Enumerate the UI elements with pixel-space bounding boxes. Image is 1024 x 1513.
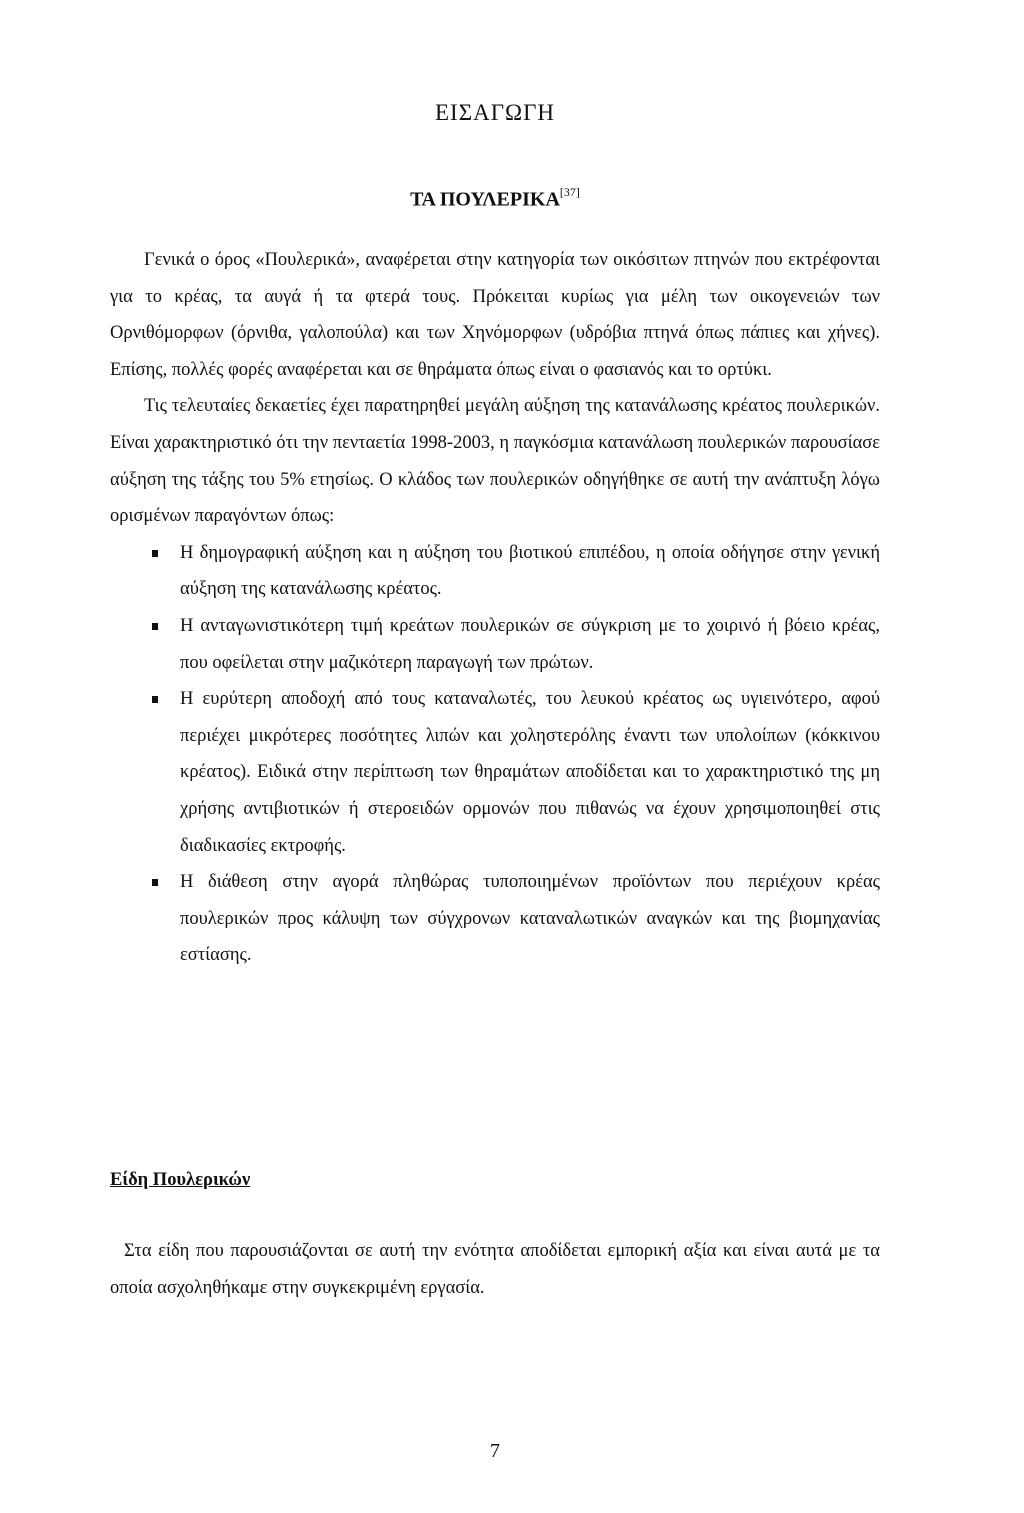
list-item <box>110 864 880 974</box>
list-item-text: Η ανταγωνιστικότερη τιμή κρεάτων πουλερικών σε σύγκριση με το χοιρινό ή βόειο κρέας, που οφείλεται στην μαζικότερη παραγωγή των πρώτων. <box>180 615 880 673</box>
paragraph: Τις τελευταίες δεκαετίες έχει παρατηρηθεί μεγάλη αύξηση της κατανάλωσης κρέατος πουλερικών. Είναι χαρακτηριστικό ότι την πενταετία 1998-2003, η παγκόσμια κατανάλωση πουλερικών παρουσίασε αύξηση της τάξης του 5% ετησίως. Ο κλάδος των πουλερικών οδηγήθηκε σε αυτή την ανάπτυξη λόγω ορισμένων παραγόντων όπως: <box>110 396 880 527</box>
square-bullet-icon <box>152 879 158 886</box>
body-text <box>110 242 880 974</box>
closing-text <box>110 1233 880 1306</box>
list-item <box>110 681 880 864</box>
chapter-title: ΕΙΣΑΓΩΓΗ <box>434 100 555 125</box>
factor-list <box>110 535 880 974</box>
paragraph: Γενικά ο όρος «Πουλερικά», αναφέρεται στην κατηγορία των οικόσιτων πτηνών που εκτρέφονται για το κρέας, τα αυγά ή τα φτερά τους. Πρόκειται κυρίως για μέλη των οικογενειών των Ορνιθόμορφων (όρνιθα, γαλοπούλα) και των Χηνόμορφων (υδρόβια πτηνά όπως πάπιες και χήνες). Επίσης, πολλές φορές αναφέρεται και σε θηράματα όπως είναι ο φασιανός και το ορτύκι. <box>110 250 880 380</box>
section-reference: [37] <box>559 185 580 199</box>
section-title <box>110 187 880 212</box>
square-bullet-icon <box>152 550 158 557</box>
section-title-text: ΤΑ ΠΟΥΛΕΡΙΚΑ <box>410 188 560 211</box>
list-item-text: Η δημογραφική αύξηση και η αύξηση του βιοτικού επιπέδου, η οποία οδήγησε στην γενική αύξηση της κατανάλωσης κρέατος. <box>180 542 880 600</box>
list-item-text: Η διάθεση στην αγορά πληθώρας τυποποιημένων προϊόντων που περιέχουν κρέας πουλερικών προς κάλυψη των σύγχρονων καταναλωτικών αναγκών και της βιομηχανίας εστίασης. <box>180 872 880 966</box>
paragraph: Στα είδη που παρουσιάζονται σε αυτή την ενότητα αποδίδεται εμπορική αξία και είναι αυτά με τα οποία ασχοληθήκαμε στην συγκεκριμένη εργασία. <box>110 1241 880 1298</box>
list-item <box>110 608 880 681</box>
page-number: 7 <box>490 1440 500 1462</box>
subheading: Είδη Πουλερικών <box>110 1170 251 1190</box>
square-bullet-icon <box>152 696 158 703</box>
list-item <box>110 535 880 608</box>
list-item-text: Η ευρύτερη αποδοχή από τους καταναλωτές, του λευκού κρέατος ως υγιεινότερο, αφού περιέχει μικρότερες ποσότητες λιπών και χοληστερόλης έναντι των υπολοίπων (κόκκινου κρέατος). Ειδικά στην περίπτωση των θηραμάτων αποδίδεται και το χαρακτηριστικό της μη χρήσης αντιβιοτικών ή στεροειδών ορμονών που πιθανώς να έχουν χρησιμοποιηθεί στις διαδικασίες εκτροφής. <box>180 689 880 856</box>
square-bullet-icon <box>152 623 158 630</box>
